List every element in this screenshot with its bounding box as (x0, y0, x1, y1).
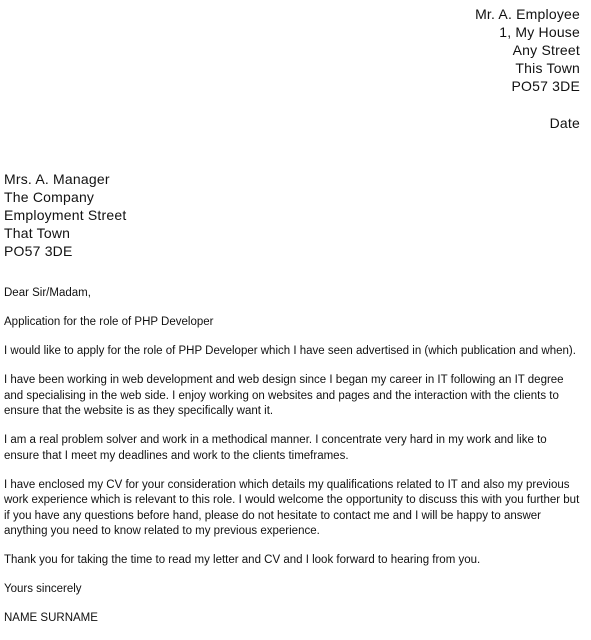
subject-line: Application for the role of PHP Developer (4, 316, 214, 328)
sender-name: Mr. A. Employee (475, 6, 580, 22)
paragraph-skills: I am a real problem solver and work in a methodical manner. I concentrate very hard in my work and like to ensure that I meet my deadlines and work to the clients timeframes. (4, 434, 547, 462)
recipient-postcode: PO57 3DE (4, 243, 73, 259)
sender-address-line2: Any Street (512, 42, 580, 58)
recipient-company: The Company (4, 189, 95, 205)
salutation: Dear Sir/Madam, (4, 287, 91, 299)
letter-body (4, 286, 584, 640)
sender-address-block (475, 5, 580, 95)
recipient-address-block (4, 170, 126, 260)
paragraph-intro: I would like to apply for the role of PHP Developer which I have seen advertised in (which publication and when). (4, 345, 576, 357)
sender-town: This Town (515, 60, 580, 76)
sender-address-line1: 1, My House (499, 24, 580, 40)
paragraph-experience: I have been working in web development and web design since I began my career in IT following an IT degree and specialising in the web side. I enjoy working on websites and pages and the interaction with the clients to ensure that the website is as they specifically want it. (4, 374, 564, 417)
closing: Yours sincerely (4, 583, 82, 595)
paragraph-thanks: Thank you for taking the time to read my letter and CV and I look forward to hearing from you. (4, 554, 481, 566)
recipient-town: That Town (4, 225, 71, 241)
recipient-street: Employment Street (4, 207, 127, 223)
sender-postcode: PO57 3DE (511, 78, 580, 94)
letter-date: Date (549, 115, 580, 131)
signature-name: NAME SURNAME (4, 612, 98, 624)
recipient-name: Mrs. A. Manager (4, 171, 110, 187)
paragraph-cv: I have enclosed my CV for your consideration which details my qualifications related to IT and also my previous work experience which is relevant to this role. I would welcome the opportunity to discuss this with you further but if you have any questions before hand, please do not hesitate to contact me and I will be happy to answer anything you need to know related to my previous experience. (4, 478, 580, 537)
